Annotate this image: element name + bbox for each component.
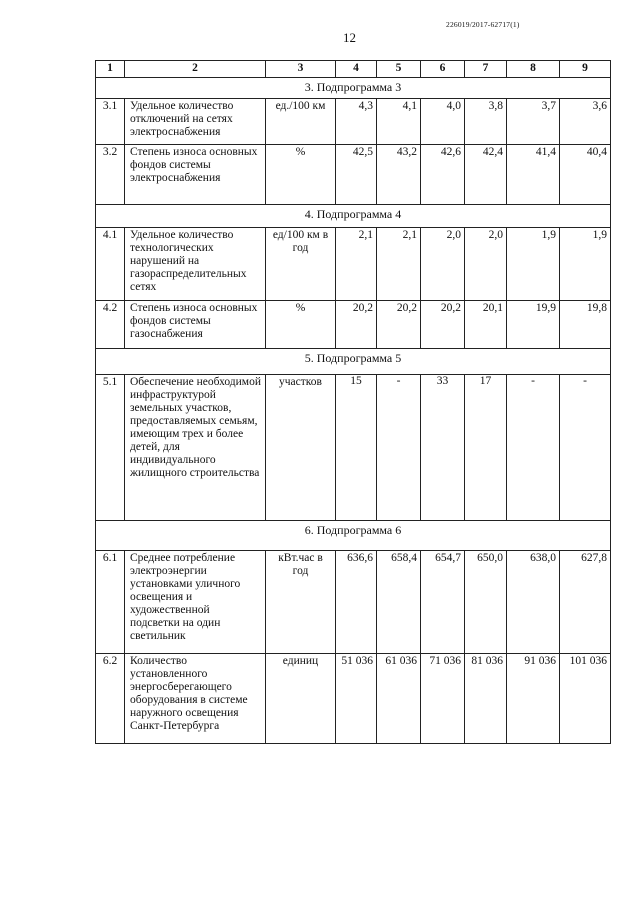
row-number: 4.1 (96, 228, 125, 301)
row-number: 5.1 (96, 375, 125, 521)
row-indicator-name: Степень износа основных фондов системы газоснабжения (125, 301, 266, 349)
document-id: 226019/2017-62717(1) (446, 20, 520, 29)
table-row (96, 145, 611, 205)
section-title: 3. Подпрограмма 3 (96, 78, 611, 99)
row-unit: кВт.час в год (266, 551, 336, 654)
row-value: 42,4 (465, 145, 507, 205)
section-header-row (96, 78, 611, 99)
indicators-table (95, 60, 611, 744)
column-header-row (96, 61, 611, 78)
row-value: 4,0 (421, 99, 465, 145)
table-row (96, 551, 611, 654)
row-value: - (560, 375, 611, 521)
row-unit: % (266, 301, 336, 349)
column-header: 5 (377, 61, 421, 78)
row-indicator-name: Удельное количество отключений на сетях электроснабжения (125, 99, 266, 145)
row-number: 6.1 (96, 551, 125, 654)
row-number: 4.2 (96, 301, 125, 349)
row-indicator-name: Обеспечение необходимой инфраструктурой земельных участков, предоставляемых семьям, имеющим трех и более детей, для индивидуального жилищного строительства (125, 375, 266, 521)
row-value: 20,2 (336, 301, 377, 349)
row-value: 2,1 (336, 228, 377, 301)
row-value: 2,0 (421, 228, 465, 301)
row-value: 638,0 (507, 551, 560, 654)
row-value: 2,1 (377, 228, 421, 301)
row-indicator-name: Количество установленного энергосберегающего оборудования в системе наружного освещения Санкт-Петербурга (125, 654, 266, 744)
row-value: 3,7 (507, 99, 560, 145)
section-title: 5. Подпрограмма 5 (96, 349, 611, 375)
row-value: 40,4 (560, 145, 611, 205)
row-value: 19,8 (560, 301, 611, 349)
row-value: 15 (336, 375, 377, 521)
section-title: 6. Подпрограмма 6 (96, 521, 611, 551)
row-number: 3.1 (96, 99, 125, 145)
row-indicator-name: Степень износа основных фондов системы электроснабжения (125, 145, 266, 205)
row-indicator-name: Удельное количество технологических нарушений на газораспределительных сетях (125, 228, 266, 301)
row-indicator-name: Среднее потребление электроэнергии установками уличного освещения и художественной подсветки на один светильник (125, 551, 266, 654)
column-header: 8 (507, 61, 560, 78)
row-value: 33 (421, 375, 465, 521)
row-value: 636,6 (336, 551, 377, 654)
row-value: - (507, 375, 560, 521)
row-value: 43,2 (377, 145, 421, 205)
row-value: 1,9 (507, 228, 560, 301)
row-number: 3.2 (96, 145, 125, 205)
column-header: 6 (421, 61, 465, 78)
row-unit: ед/100 км в год (266, 228, 336, 301)
row-value: 4,1 (377, 99, 421, 145)
row-value: 42,5 (336, 145, 377, 205)
table-row (96, 654, 611, 744)
section-header-row (96, 521, 611, 551)
row-value: 42,6 (421, 145, 465, 205)
row-unit: единиц (266, 654, 336, 744)
row-value: 20,1 (465, 301, 507, 349)
row-value: 3,6 (560, 99, 611, 145)
row-value: 2,0 (465, 228, 507, 301)
row-value: 654,7 (421, 551, 465, 654)
row-value: 41,4 (507, 145, 560, 205)
column-header: 2 (125, 61, 266, 78)
row-value: 20,2 (421, 301, 465, 349)
row-unit: % (266, 145, 336, 205)
row-value: 4,3 (336, 99, 377, 145)
section-header-row (96, 205, 611, 228)
row-value: 61 036 (377, 654, 421, 744)
row-value: 91 036 (507, 654, 560, 744)
row-unit: участков (266, 375, 336, 521)
row-value: 20,2 (377, 301, 421, 349)
row-number: 6.2 (96, 654, 125, 744)
row-value: 51 036 (336, 654, 377, 744)
row-value: 1,9 (560, 228, 611, 301)
table-row (96, 99, 611, 145)
column-header: 7 (465, 61, 507, 78)
row-value: - (377, 375, 421, 521)
row-value: 650,0 (465, 551, 507, 654)
section-header-row (96, 349, 611, 375)
row-value: 17 (465, 375, 507, 521)
row-unit: ед./100 км (266, 99, 336, 145)
column-header: 1 (96, 61, 125, 78)
page-number: 12 (343, 30, 356, 45)
row-value: 627,8 (560, 551, 611, 654)
section-title: 4. Подпрограмма 4 (96, 205, 611, 228)
table-row (96, 228, 611, 301)
column-header: 9 (560, 61, 611, 78)
row-value: 71 036 (421, 654, 465, 744)
column-header: 3 (266, 61, 336, 78)
row-value: 3,8 (465, 99, 507, 145)
row-value: 81 036 (465, 654, 507, 744)
row-value: 19,9 (507, 301, 560, 349)
table-row (96, 301, 611, 349)
row-value: 101 036 (560, 654, 611, 744)
row-value: 658,4 (377, 551, 421, 654)
column-header: 4 (336, 61, 377, 78)
table-row (96, 375, 611, 521)
